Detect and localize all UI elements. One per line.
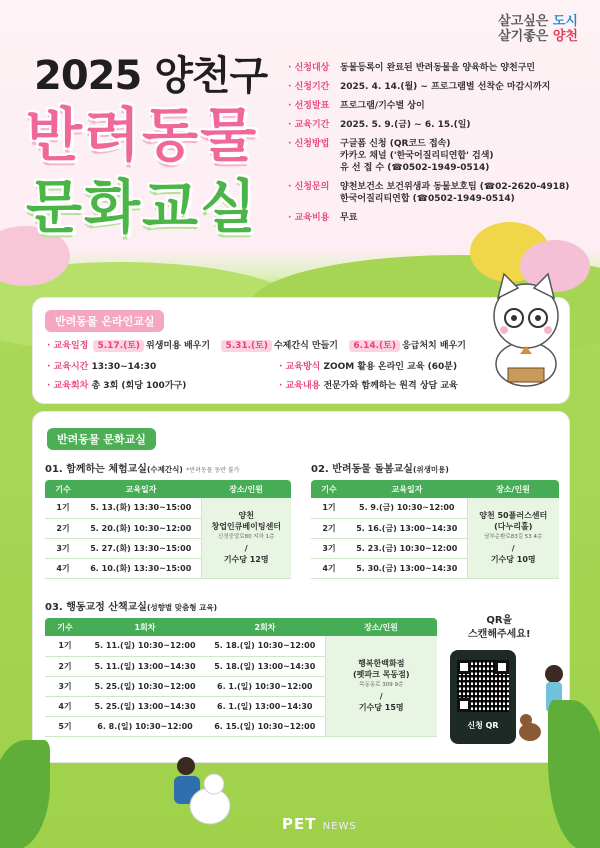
table-cell: 6. 1.(일) 10:30~12:00 bbox=[205, 676, 325, 696]
yangcheon-logo: 살고싶은 도시 살기좋은 양천 bbox=[498, 14, 578, 44]
table-cell: 5기 bbox=[45, 716, 85, 736]
leaf-decoration bbox=[0, 740, 50, 848]
qr-label: 신청 QR bbox=[467, 721, 499, 730]
title-line2: 문화교실 bbox=[26, 173, 259, 241]
table-cell: 2기 bbox=[45, 518, 81, 538]
table-cell: 5. 25.(일) 10:30~12:00 bbox=[85, 676, 205, 696]
date-pill: 5.31.(토) bbox=[221, 340, 272, 352]
table-row bbox=[45, 636, 437, 656]
culture-class-tag: 반려동물 문화교실 bbox=[47, 428, 156, 450]
info-row bbox=[288, 62, 569, 74]
table-cell: 6. 1.(일) 13:00~14:30 bbox=[205, 696, 325, 716]
table-header: 기수 bbox=[45, 618, 85, 636]
table-header: 1회차 bbox=[85, 618, 205, 636]
place-capacity-cell: 양천 50플러스센터 (다누리홀) 남부순환로83길 53 4층 / 기수당 10명 bbox=[467, 498, 559, 578]
table-cell: 5. 18.(일) 13:00~14:30 bbox=[205, 656, 325, 676]
table-cell: 5. 23.(금) 10:30~12:00 bbox=[347, 538, 467, 558]
info-value: 양천보건소 보건위생과 동물보호팀 (☎02-2620-4918) 한국어질리티연합 (☎0502-1949-0514) bbox=[340, 182, 570, 204]
table-header: 2회차 bbox=[205, 618, 325, 636]
table-cell: 5. 27.(화) 13:30~15:00 bbox=[81, 538, 201, 558]
section3-title: 03. 행동교정 산책교실(성향별 맞춤형 교육) bbox=[45, 602, 218, 613]
info-row bbox=[288, 81, 569, 93]
place-capacity-cell: 행복한백화점 (펫파크 목동점) 목동동로 309 9층 / 기수당 15명 bbox=[325, 636, 437, 736]
table-cell: 4기 bbox=[45, 558, 81, 578]
info-label: · 교육비용 bbox=[288, 212, 340, 224]
table-cell: 5. 20.(화) 10:30~12:00 bbox=[81, 518, 201, 538]
section2-title: 02. 반려동물 돌봄교실(위생미용) bbox=[311, 464, 449, 475]
section1-table bbox=[45, 480, 291, 579]
info-row bbox=[288, 119, 569, 131]
online-class-tag: 반려동물 온라인교실 bbox=[45, 310, 164, 332]
table-cell: 2기 bbox=[45, 656, 85, 676]
table-header: 장소/인원 bbox=[325, 618, 437, 636]
online-time: · 교육시간 13:30~14:30 bbox=[47, 359, 156, 372]
section1-title: 01. 함께하는 체험교실(수제간식) *반려동물 동반 불가 bbox=[45, 464, 240, 475]
info-label: · 신청기간 bbox=[288, 81, 340, 93]
table-cell: 6. 8.(일) 10:30~12:00 bbox=[85, 716, 205, 736]
table-cell: 1기 bbox=[45, 498, 81, 518]
info-label: · 신청대상 bbox=[288, 62, 340, 74]
table-header: 기수 bbox=[311, 480, 347, 498]
table-cell: 4기 bbox=[311, 558, 347, 578]
info-label: · 교육기간 bbox=[288, 119, 340, 131]
table-cell: 3기 bbox=[45, 676, 85, 696]
info-value: 동물등록이 완료된 반려동물을 양육하는 양천구민 bbox=[340, 63, 536, 73]
table-cell: 5. 11.(일) 13:00~14:30 bbox=[85, 656, 205, 676]
qr-callout: QR을 스캔해주세요! bbox=[468, 615, 531, 640]
info-row bbox=[288, 212, 569, 224]
table-cell: 5. 13.(화) 13:30~15:00 bbox=[81, 498, 201, 518]
title-year: 2025 양천구 bbox=[34, 53, 268, 99]
info-list bbox=[288, 62, 569, 231]
info-value: 2025. 5. 9.(금) ~ 6. 15.(일) bbox=[340, 120, 471, 130]
title-line1: 반려동물 bbox=[26, 101, 259, 169]
table-cell: 4기 bbox=[45, 696, 85, 716]
table-cell: 5. 16.(금) 13:00~14:30 bbox=[347, 518, 467, 538]
table-cell: 2기 bbox=[311, 518, 347, 538]
date-pill: 6.14.(토) bbox=[349, 340, 400, 352]
qr-code-icon[interactable] bbox=[457, 660, 509, 712]
leaf-decoration bbox=[548, 700, 600, 848]
man-with-dog-illustration bbox=[164, 754, 234, 834]
online-method: · 교육방식 ZOOM 활용 온라인 교육 (60분) bbox=[279, 359, 457, 372]
info-value: 구글폼 신청 (QR코드 접속) 카카오 채널 ('한국어질리티연합' 검색) 유 선 접 수 (☎0502-1949-0514) bbox=[340, 139, 494, 173]
info-value: 프로그램/기수별 상이 bbox=[340, 101, 425, 111]
online-content: · 교육내용 전문가와 함께하는 원격 상담 교육 bbox=[279, 378, 458, 391]
info-label: · 신청문의 bbox=[288, 181, 340, 205]
table-header: 교육일자 bbox=[347, 480, 467, 498]
table-header: 교육일자 bbox=[81, 480, 201, 498]
online-count: · 교육회차 총 3회 (회당 100가구) bbox=[47, 378, 186, 391]
table-cell: 5. 9.(금) 10:30~12:00 bbox=[347, 498, 467, 518]
pet-news-watermark: PET NEWS bbox=[282, 815, 357, 833]
info-value: 2025. 4. 14.(월) ~ 프로그램별 선착순 마감시까지 bbox=[340, 82, 551, 92]
table-cell: 5. 25.(일) 13:00~14:30 bbox=[85, 696, 205, 716]
table-cell: 5. 30.(금) 13:00~14:30 bbox=[347, 558, 467, 578]
info-row bbox=[288, 100, 569, 112]
table-row bbox=[311, 498, 559, 518]
table-cell: 1기 bbox=[311, 498, 347, 518]
place-capacity-cell: 양천 창업인큐베이팅센터 신정중앙로80 지하 1층 / 기수당 12명 bbox=[201, 498, 291, 578]
cat-mascot-illustration bbox=[484, 268, 568, 390]
table-cell: 5. 18.(일) 10:30~12:00 bbox=[205, 636, 325, 656]
date-pill: 5.17.(토) bbox=[93, 340, 144, 352]
table-cell: 3기 bbox=[311, 538, 347, 558]
table-header: 장소/인원 bbox=[467, 480, 559, 498]
table-cell: 5. 11.(일) 10:30~12:00 bbox=[85, 636, 205, 656]
table-cell: 6. 15.(일) 10:30~12:00 bbox=[205, 716, 325, 736]
info-row bbox=[288, 181, 569, 205]
info-row bbox=[288, 138, 569, 174]
section3-table bbox=[45, 618, 437, 737]
qr-card[interactable] bbox=[450, 650, 516, 744]
info-label: · 선정발표 bbox=[288, 100, 340, 112]
online-schedule: · 교육일정 5.17.(토) 위생미용 배우기 5.31.(토) 수제간식 만들기 6.14.(토) 응급처치 배우기 bbox=[47, 338, 466, 351]
table-header: 장소/인원 bbox=[201, 480, 291, 498]
table-header: 기수 bbox=[45, 480, 81, 498]
table-cell: 1기 bbox=[45, 636, 85, 656]
table-cell: 3기 bbox=[45, 538, 81, 558]
table-row bbox=[45, 498, 291, 518]
info-label: · 신청방법 bbox=[288, 138, 340, 174]
table-cell: 6. 10.(화) 13:30~15:00 bbox=[81, 558, 201, 578]
section2-table bbox=[311, 480, 559, 579]
info-value: 무료 bbox=[340, 213, 358, 223]
